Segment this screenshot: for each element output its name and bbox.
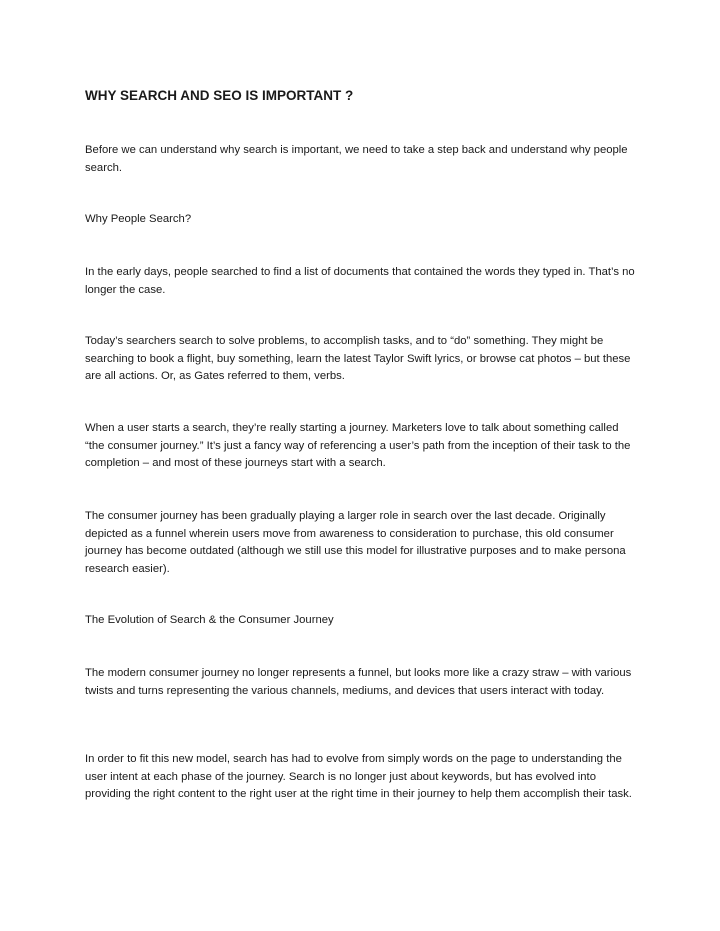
subheading-evolution-of-search: The Evolution of Search & the Consumer Journey [85, 614, 334, 626]
page-title: WHY SEARCH AND SEO IS IMPORTANT ? [85, 88, 354, 103]
paragraph-user-journey: When a user starts a search, they’re really starting a journey. Marketers love to talk about something called “the consumer journey.” It’s just a fancy way of referencing a user’s path from the inception of their task to the completion – and most of these journeys start with a search. [85, 422, 631, 469]
paragraph-why-people-search-intro: Before we can understand why search is important, we need to take a step back and understand why people search. [85, 144, 628, 174]
paragraph-todays-searchers: Today’s searchers search to solve problems, to accomplish tasks, and to “do” something. They might be searching to book a flight, buy something, learn the latest Taylor Swift lyrics, or browse cat photos – but these are all actions. Or, as Gates referred to them, verbs. [85, 335, 631, 382]
paragraph-modern-journey: The modern consumer journey no longer represents a funnel, but looks more like a crazy straw – with various twists and turns representing the various channels, mediums, and devices that users interact with today. [85, 667, 632, 697]
paragraph-new-model: In order to fit this new model, search has had to evolve from simply words on the page to understanding the user intent at each phase of the journey. Search is no longer just about keywords, but has evolved into providing the right content to the right user at the right time in their journey to help them accomplish their task. [85, 753, 632, 800]
subheading-why-people-search: Why People Search? [85, 213, 192, 225]
paragraph-early-days: In the early days, people searched to find a list of documents that contained the words they typed in. That’s no longer the case. [85, 266, 635, 296]
paragraph-consumer-journey: The consumer journey has been gradually playing a larger role in search over the last decade. Originally depicted as a funnel wherein users move from awareness to consideration to purchase, this old consumer journey has become outdated (although we still use this model for illustrative purposes and to make persona research easier). [85, 510, 626, 575]
